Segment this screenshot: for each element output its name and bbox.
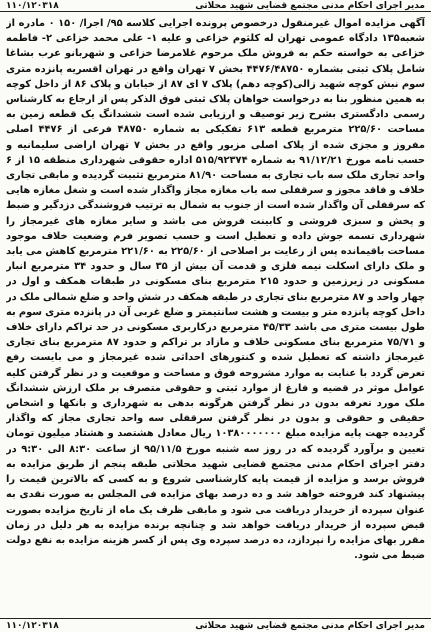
footer-code: ۱۱۰/۱۲۰۳۱۸ bbox=[6, 620, 59, 631]
header-bar bbox=[0, 0, 431, 12]
footer-bar bbox=[0, 618, 431, 632]
notice-body: آگهی مزایده اموال غیرمنقول درخصوص پرونده اجرایی کلاسه ۹۵/ اجرا/ ۱۵۰ ۰ مادره از شعبه۱۳۵ دادگاه عمومی تهران له کلثوم خزاعی و علیه ۱- علی محمد خزاعی ۲- فاطمه خزاعی به خواسته حکم به فروش ملک مرحوم غلامرضا خزاعی و شهربانو عرب بشاغا شامل پلاک ثبتی بشماره ۴۴۷۶/۴۸۷۵۰ بخش ۷ تهران واقع در تهران اقسریه پانزده متری سوم نبش کوچه شهید زالی(کوچه دهم) پلاک ۷ ای ۸۷ از خیابان و پلاک ۸۶ از داخل کوچه به همین منظور بنا به درخواست خواهان پلاک ثبتی فوق الذکر پس از ارجاع به کارشناس رسمی دادگستری بشرح زیر توصیف و ارزیابی شده است ششدانگ یک قطعه زمین به مساحت ۲۲۵/۶۰ مترمربع قطعه ۶۱۳ تفکیکی به شماره ۴۸۷۵۰ فرعی از ۴۴۷۶ اصلی مفروز و مجزی شده از پلاک اصلی مزبور واقع در بخش ۷ تهران اراضی سلیمانیه و حسب نامه مورخ ۹۱/۱۲/۲۱ به شماره ۵۱۵/۹۲۳۷۴ اداره حقوقی شهرداری منطقه ۱۵ از ۶ واحد تجاری ملک سه باب تجاری به مساحت ۸۱/۹۰ مترمربع تثبیت گردیده و مابقی تجاری خلاف و فاقد مجوز و سرقفلی سه باب مغازه مجاز واگذار شده است و شغل مغازه هایی که سرقفلی آن واگذار شده است از جنوب به شمال به ترتیب فروشندگی دزدگیر و ضبط و پخش و سبزی فروشی و کابینت فروش می باشد و سایر مغازه های غیرمجاز را شهرداری تسمه جوش داده و تعطیل است و حسب تصویر فرم وضعیت خلاف موجود مساحت باقیمانده پس از رعایت بر اصلاحی از ۲۲۵/۶۰ به ۲۲۱/۶۰ مترمربع کاهش می یابد و ملک دارای اسکلت نیمه فلزی و قدمت آن بیش از ۳۵ سال و حدود ۳۴ مترمربع انبار مسکونی در زیرزمین و حدود ۲۱۵ مترمربع بنای مسکونی در طبقات همکف و اول در چهار واحد و ۸۷ مترمربع بنای تجاری در طبقه همکف در شش واحد و ضلع شمالی ملک در داخل کوچه پانزده متر و بیست و هشت سانتیمتر و ضلع غربی آن در پانزده متری سوم به طول بیست متری می باشد ۴۵/۳۳ مترمربع درکاربری مسکونی در حد تراکم دارای خلاف و ۷۵/۷۱ مترمربع بنای مسکونی خلاف و مازاد بر تراکم و حدود ۸۷ مترمربع بنای تجاری غیرمجاز داشته که تعطیل شده و کنتورهای احداثی شده غیرمجاز و می بایست رفع تعرض گردد با عنایت به موارد مشروحه فوق و مساحت و موقعیت و در نظر گرفتن کلیه عوامل موثر در قضیه و فارغ از موارد ثبتی و حقوقی متصرف بر ملک ارزش ششدانگ ملک مورد تعرفه بدون در نظر گرفتن هرگونه بدهی به شهرداری و بانکها و اشخاص حقیقی و حقوقی و بدون در نظر گرفتن سرقفلی سه واحد تجاری مجاز که واگذار گردیده جهت پایه مزایده مبلغ ۱۰۳۸۰۰۰۰۰۰۰ ریال معادل هشتصد و هشتاد میلیون تومان تعیین و برآورد گردیده که در روز سه شنبه مورخ ۹۵/۱۱/۵ از ساعت ۸:۳۰ الی ۹:۳۰ در دفتر اجرای احکام مدنی مجتمع قضایی شهید محلاتی طبقه پنجم از طریق مزایده به فروش برسد و مزایده از قیمت پایه کارشناسی شروع و به کسی که بالاترین قیمت را پیشنهاد کند فروخته خواهد شد و ده درصد بهای مزایده فی المجلس به صورت نقدی به عنوان سپرده از خریدار دریافت می شود و مابقی ظرف یک ماه از تاریخ مزایده بصورت قبض سپرده از خریدار دریافت خواهد شد و چنانچه برنده مزایده به هر دلیل در زمان مقرر بهای مزایده را نپردازد، ده درصد سپرده وی پس از کسر هزینه مزایده به نفع دولت ضبط می شود. bbox=[6, 18, 425, 562]
footer-office: مدیر اجرای احکام مدنی مجتمع قضایی شهید محلاتی bbox=[195, 620, 425, 631]
header-code: ۱۱۰/۱۲۰۳۱۸ bbox=[6, 0, 59, 11]
header-office: مدیر اجرای احکام مدنی مجتمع قضایی شهید محلاتی bbox=[195, 0, 425, 11]
